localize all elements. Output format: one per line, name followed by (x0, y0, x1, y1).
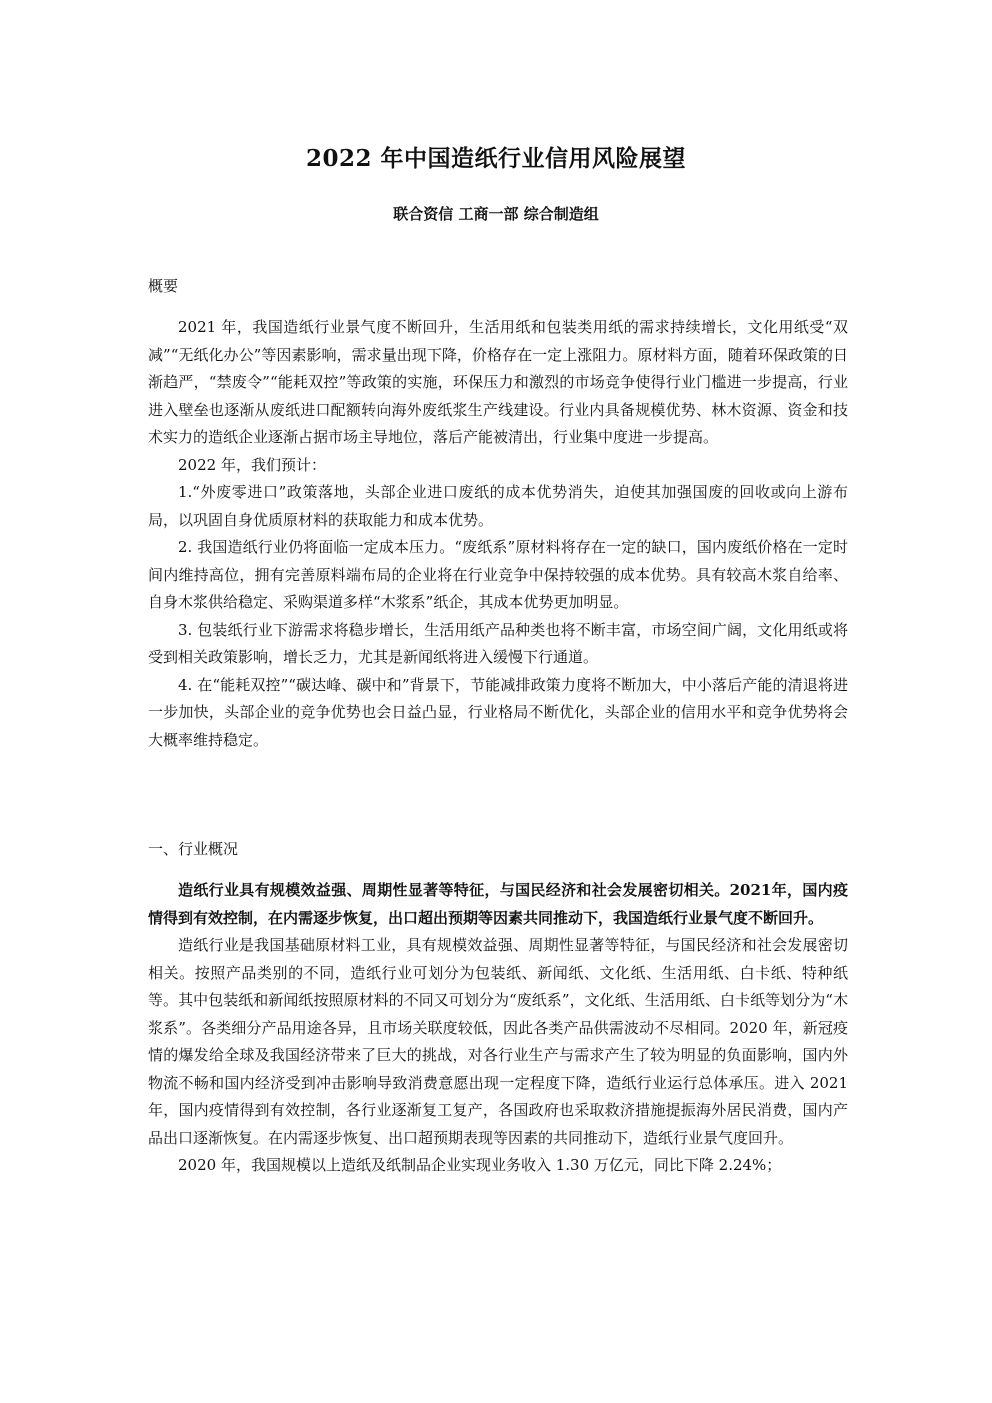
section1-key-finding: 造纸行业具有规模效益强、周期性显著等特征，与国民经济和社会发展密切相关。2021年，国内疫情得到有效控制，在内需逐步恢复，出口超出预期等因素共同推动下，我国造纸行业景气度不断回升。 (148, 881, 848, 927)
summary-paragraph-2: 2022 年，我们预计： (178, 455, 326, 474)
document-subtitle: 联合资信 工商一部 综合制造组 (393, 205, 599, 223)
forecast-item-2: 2. 我国造纸行业仍将面临一定成本压力。“废纸系”原材料将存在一定的缺口，国内废纸价格在一定时间内维持高位，拥有完善原料端布局的企业将在行业竞争中保持较强的成本优势。具有较高木浆自给率、自身木浆供给稳定、采购渠道多样“木浆系”纸企，其成本优势更加明显。 (148, 538, 848, 611)
document-title: 2022 年中国造纸行业信用风险展望 (305, 145, 687, 172)
forecast-item-3: 3. 包装纸行业下游需求将稳步增长，生活用纸产品种类也将不断丰富，市场空间广阔，文化用纸或将受到相关政策影响，增长乏力，尤其是新闻纸将进入缓慢下行通道。 (148, 620, 848, 666)
section1-paragraph-2: 2020 年，我国规模以上造纸及纸制品企业实现业务收入 1.30 万亿元，同比下降 2.24%； (178, 1156, 782, 1174)
summary-paragraph-1: 2021 年，我国造纸行业景气度不断回升，生活用纸和包装类用纸的需求持续增长，文化用纸受“双减”“无纸化办公”等因素影响，需求量出现下降，价格存在一定上涨阻力。原材料方面，随着环保政策的日渐趋严，“禁废令”“能耗双控”等政策的实施，环保压力和激烈的市场竞争使得行业门槛进一步提高，行业进入壁垒也逐渐从废纸进口配额转向海外废纸浆生产线建设。行业内具备规模优势、林木资源、资金和技术实力的造纸企业逐渐占据市场主导地位，落后产能被清出，行业集中度进一步提高。 (148, 318, 848, 446)
section1-body (148, 877, 848, 1180)
summary-section (148, 314, 848, 754)
section1-paragraph-1: 造纸行业是我国基础原材料工业，具有规模效益强、周期性显著等特征，与国民经济和社会发展密切相关。按照产品类别的不同，造纸行业可划分为包装纸、新闻纸、文化纸、生活用纸、白卡纸、特种纸等。其中包装纸和新闻纸按照原材料的不同又可划分为“废纸系”，文化纸、生活用纸、白卡纸等划分为“木浆系”。各类细分产品用途各异，且市场关联度较低，因此各类产品供需波动不尽相同。2020 年，新冠疫情的爆发给全球及我国经济带来了巨大的挑战，对各行业生产与需求产生了较为明显的负面影响，国内外物流不畅和国内经济受到冲击影响导致消费意愿出现一定程度下降，造纸行业运行总体承压。进入 2021 年，国内疫情得到有效控制，各行业逐渐复工复产，各国政府也采取救济措施提振海外居民消费，国内产品出口逐渐恢复。在内需逐步恢复、出口超预期表现等因素的共同推动下，造纸行业景气度回升。 (148, 936, 848, 1147)
section1-heading: 一、行业概况 (148, 840, 239, 858)
summary-heading: 概要 (148, 277, 179, 295)
forecast-item-4: 4. 在“能耗双控”“碳达峰、碳中和”背景下，节能减排政策力度将不断加大，中小落后产能的清退将进一步加快，头部企业的竞争优势也会日益凸显，行业格局不断优化，头部企业的信用水平和竞争优势将会大概率维持稳定。 (148, 675, 848, 749)
forecast-item-1: 1.“外废零进口”政策落地，头部企业进口废纸的成本优势消失，迫使其加强国废的回收或向上游布局，以巩固自身优质原材料的获取能力和成本优势。 (148, 483, 848, 529)
